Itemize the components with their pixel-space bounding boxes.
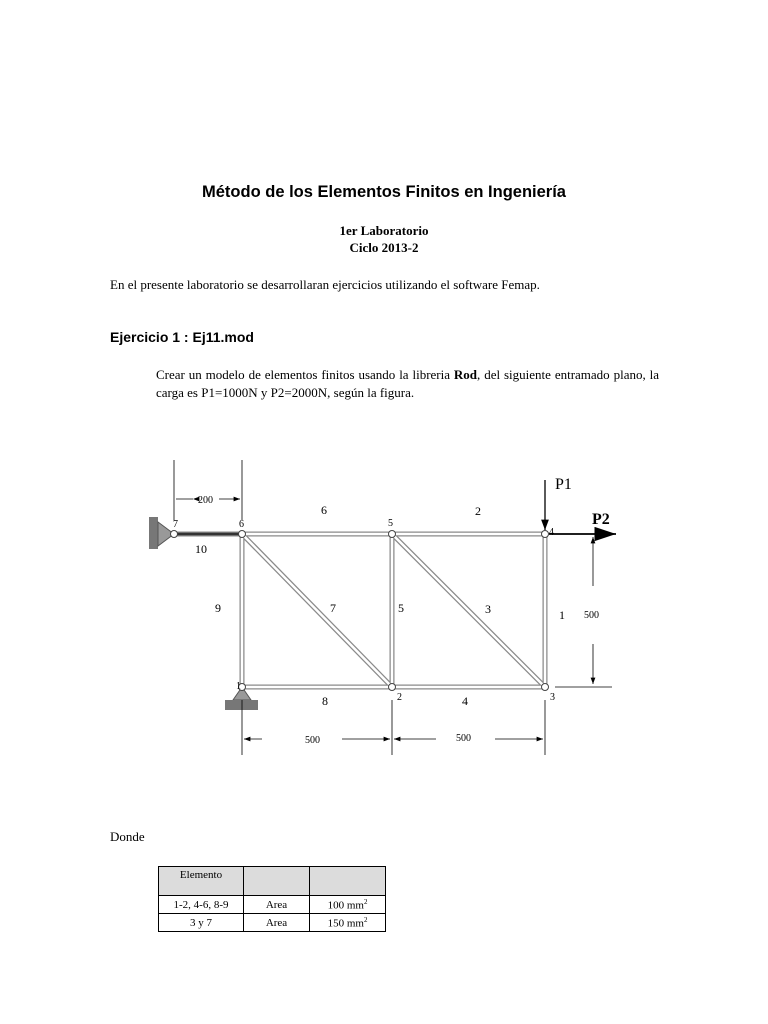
exercise-description: [156, 366, 659, 402]
lab-number: 1er Laboratorio: [339, 223, 429, 238]
node-label: 3: [550, 692, 555, 703]
element-label: 10: [195, 542, 207, 556]
element-label: 7: [330, 601, 336, 615]
element-label: 3: [485, 602, 491, 616]
pin-support-base: [225, 700, 258, 710]
lab-cycle: Ciclo 2013-2: [349, 240, 419, 255]
element-label: 6: [321, 503, 327, 517]
element-label: 9: [215, 601, 221, 615]
node-label: 7: [173, 519, 178, 530]
node-label: 5: [388, 518, 393, 529]
table-cell-prop: Area: [244, 896, 310, 914]
element-label: 4: [462, 694, 468, 708]
table-cell-value: [310, 914, 386, 932]
description-text-2: , del siguiente entramado plano, la carga es P1=1000N y P2=2000N, según la figura.: [156, 367, 659, 400]
table-header-cell: [244, 867, 310, 896]
unit-exponent: 2: [363, 897, 368, 906]
dimension-500-right: 500: [456, 733, 471, 744]
element-properties-table: [158, 866, 386, 932]
load-p1-label: P1: [555, 476, 572, 493]
node-circles: [171, 531, 549, 691]
table-header-row: [159, 867, 386, 896]
description-text-1: Crear un modelo de elementos finitos usando la libreria: [156, 367, 454, 382]
truss-figure: [0, 440, 768, 770]
table-cell-prop: Area: [244, 914, 310, 932]
table-cell-value: [310, 896, 386, 914]
dimension-200: 200: [198, 495, 213, 506]
unit-exponent: 2: [363, 915, 368, 924]
node-label: 1: [236, 681, 241, 692]
node-label: 4: [549, 527, 554, 538]
table-cell-elements: 1-2, 4-6, 8-9: [159, 896, 244, 914]
table-header-cell: [310, 867, 386, 896]
element-label: 5: [398, 601, 404, 615]
intro-paragraph: En el presente laboratorio se desarrollaran ejercicios utilizando el software Femap.: [110, 277, 540, 292]
table-row: [159, 914, 386, 932]
exercise-heading: Ejercicio 1 : Ej11.mod: [110, 329, 254, 345]
area-value: 100 mm: [327, 899, 364, 912]
donde-label: Donde: [110, 829, 145, 844]
document-title: Método de los Elementos Finitos en Ingeniería: [202, 183, 566, 201]
table-row: [159, 896, 386, 914]
table-header-cell: Elemento: [159, 867, 244, 896]
element-label: 2: [475, 504, 481, 518]
table-cell-elements: 3 y 7: [159, 914, 244, 932]
area-value: 150 mm: [327, 917, 364, 930]
library-name: Rod: [453, 367, 478, 382]
element-label: 1: [559, 608, 565, 622]
node-labels: [173, 518, 555, 703]
dimension-500-left: 500: [305, 735, 320, 746]
load-p2-label: P2: [592, 511, 610, 528]
element-label: 8: [322, 694, 328, 708]
node-label: 6: [239, 519, 244, 530]
node-label: 2: [397, 692, 402, 703]
wall-support: [149, 517, 158, 549]
dimension-500-height: 500: [584, 610, 599, 621]
